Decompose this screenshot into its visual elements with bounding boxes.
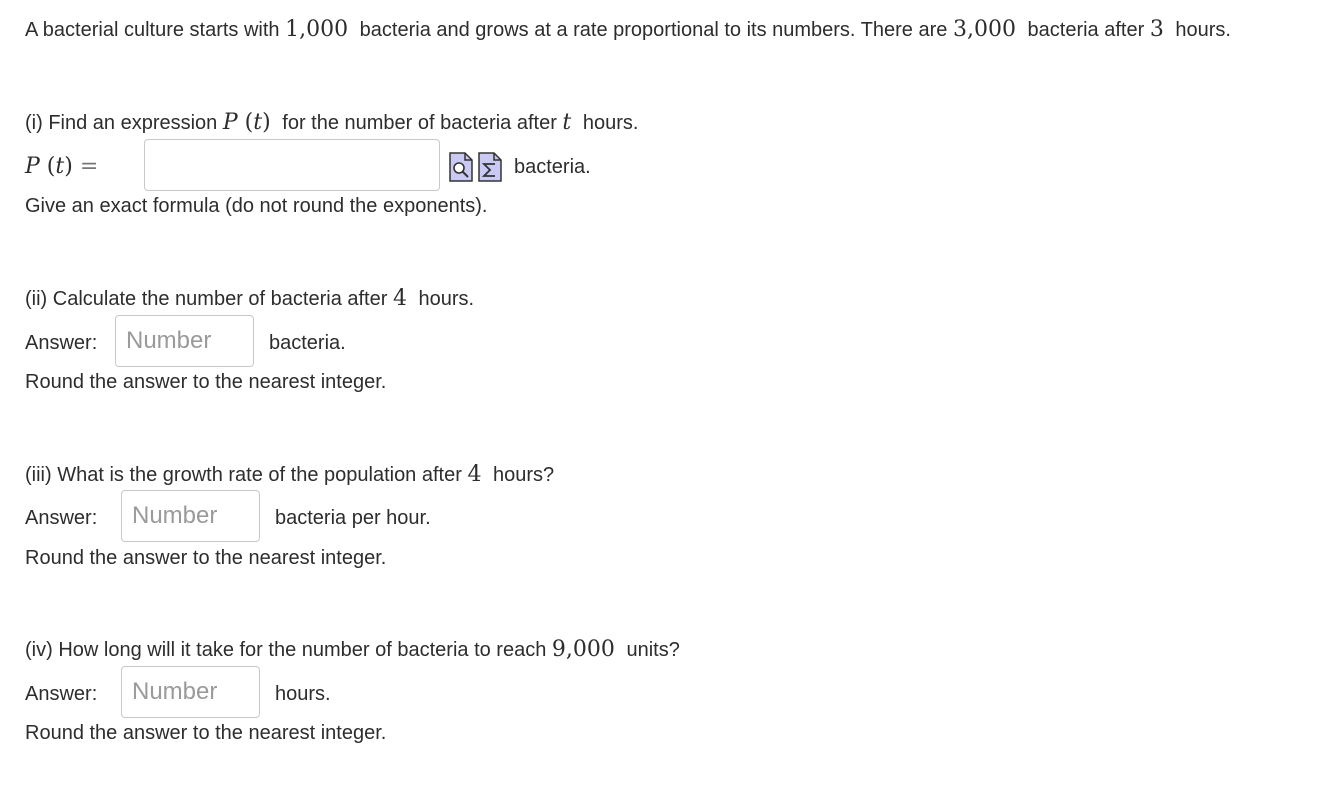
formula-unit: bacteria. <box>514 156 591 178</box>
problem-statement: A bacterial culture starts with 1,000 bacteria and grows at a rate proportional to its numbers. There are 3,000 bacteria after 3 hours. <box>25 17 1231 42</box>
question-2-unit: bacteria. <box>269 332 346 354</box>
question-3-hint: Round the answer to the nearest integer. <box>25 547 387 569</box>
initial-count: 1,000 <box>285 17 349 42</box>
later-time: 3 <box>1149 17 1164 42</box>
question-2-answer-label: Answer: <box>25 332 98 354</box>
question-2-hint: Round the answer to the nearest integer. <box>25 371 387 393</box>
question-4-answer-label: Answer: <box>25 683 98 705</box>
question-2-answer-input[interactable] <box>115 315 254 367</box>
question-1-prompt: (i) Find an expression P (t) for the number of bacteria after t hours. <box>25 110 639 135</box>
question-1-hint: Give an exact formula (do not round the exponents). <box>25 195 488 217</box>
equation-sigma-icon[interactable] <box>478 152 502 182</box>
preview-magnifier-icon[interactable] <box>449 152 473 182</box>
question-3-unit: bacteria per hour. <box>275 507 431 529</box>
formula-input[interactable] <box>144 139 440 191</box>
question-4-unit: hours. <box>275 683 331 705</box>
formula-lhs: P (t) = <box>25 154 99 179</box>
question-3-prompt: (iii) What is the growth rate of the population after 4 hours? <box>25 462 555 487</box>
question-3-answer-input[interactable] <box>121 490 260 542</box>
question-3-answer-label: Answer: <box>25 507 98 529</box>
question-4-answer-input[interactable] <box>121 666 260 718</box>
later-count: 3,000 <box>952 17 1016 42</box>
question-2-prompt: (ii) Calculate the number of bacteria after 4 hours. <box>25 286 475 311</box>
question-4-hint: Round the answer to the nearest integer. <box>25 722 387 744</box>
question-4-prompt: (iv) How long will it take for the number of bacteria to reach 9,000 units? <box>25 637 680 662</box>
